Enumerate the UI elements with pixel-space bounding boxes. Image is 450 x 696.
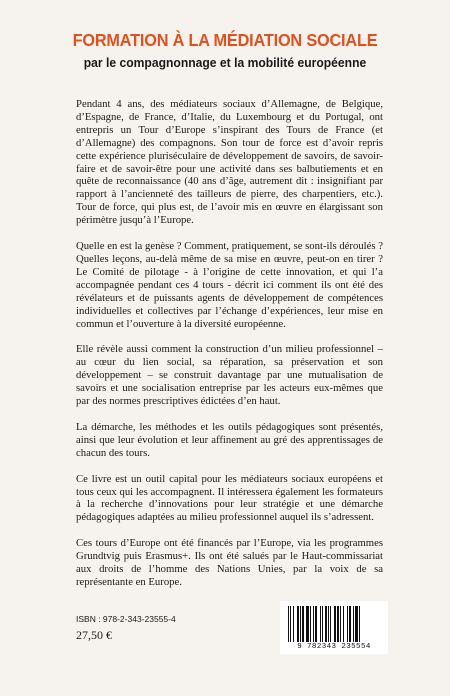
paragraph: Pendant 4 ans, des médiateurs sociaux d’Allemagne, de Belgique, d’Espagne, de France, d’Italie, du Luxembourg et du Portugal, ont entrepris un Tour d’Europe s’inspirant des Tours de France (et d’Allemagne) des compagnons. Son tour de force est d’avoir repris cette expérience pluriséculaire de développement de savoirs, de savoir-faire et de savoir-être pour une activité dans ses balbutiements et en quête de reconnaissance (40 ans d’âge, autrement dit : insignifiant par rapport à l’ancienneté des tailleurs de pierre, des charpentiers, etc.). Tour de force, qui plus est, de l’avoir mis en œuvre en élargissant son périmètre jusqu’à l’Europe. [76, 98, 383, 227]
isbn-label: ISBN : 978-2-343-23555-4 [76, 614, 176, 624]
barcode-number: 9 782343 235554 [297, 643, 371, 651]
barcode [280, 601, 388, 654]
book-title: FORMATION À LA MÉDIATION SOCIALE [72, 30, 378, 50]
paragraph: Elle révèle aussi comment la construction d’un milieu professionnel – au cœur du lien social, sa réparation, sa préservation et son développement – se construit davantage par une mutualisation de savoirs et une socialisation entreprise par les acteurs eux-mêmes que par des normes prescriptives édictées d’en haut. [76, 343, 383, 408]
back-cover-text [76, 98, 383, 602]
price-label: 27,50 € [76, 628, 112, 642]
book-subtitle: par le compagnonnage et la mobilité européenne [83, 55, 367, 70]
paragraph: La démarche, les méthodes et les outils pédagogiques sont présentés, ainsi que leur évolution et leur affinement au gré des apprentissages de chacun des tours. [76, 420, 383, 459]
paragraph: Quelle en est la genèse ? Comment, pratiquement, se sont-ils déroulés ? Quelles leçons, au-delà même de sa mise en œuvre, peut-on en tirer ? Le Comité de pilotage - à l’origine de cette innovation, et qui l’a accompagnée pendant ces 4 tours - décrit ici comment ils ont été des révélateurs et de puissants agents de développement de compétences individuelles et collectives par l’échange d’expériences, leur mise en commun et l’ouverture à la diversité européenne. [76, 240, 383, 330]
paragraph: Ce livre est un outil capital pour les médiateurs sociaux européens et tous ceux qui les accompagnent. Il intéressera également les formateurs à la recherche d’innovations pour leur stratégie et une démarche pédagogiques adaptées au milieu professionnel auquel ils s’adressent. [76, 472, 383, 524]
paragraph: Ces tours d’Europe ont été financés par l’Europe, via les programmes Grundtvig puis Erasmus+. Ils ont été salués par le Haut-commissariat aux droits de l’homme des Nations Unies, par la voix de sa représentante en Europe. [76, 537, 383, 588]
barcode-icon [288, 606, 380, 642]
